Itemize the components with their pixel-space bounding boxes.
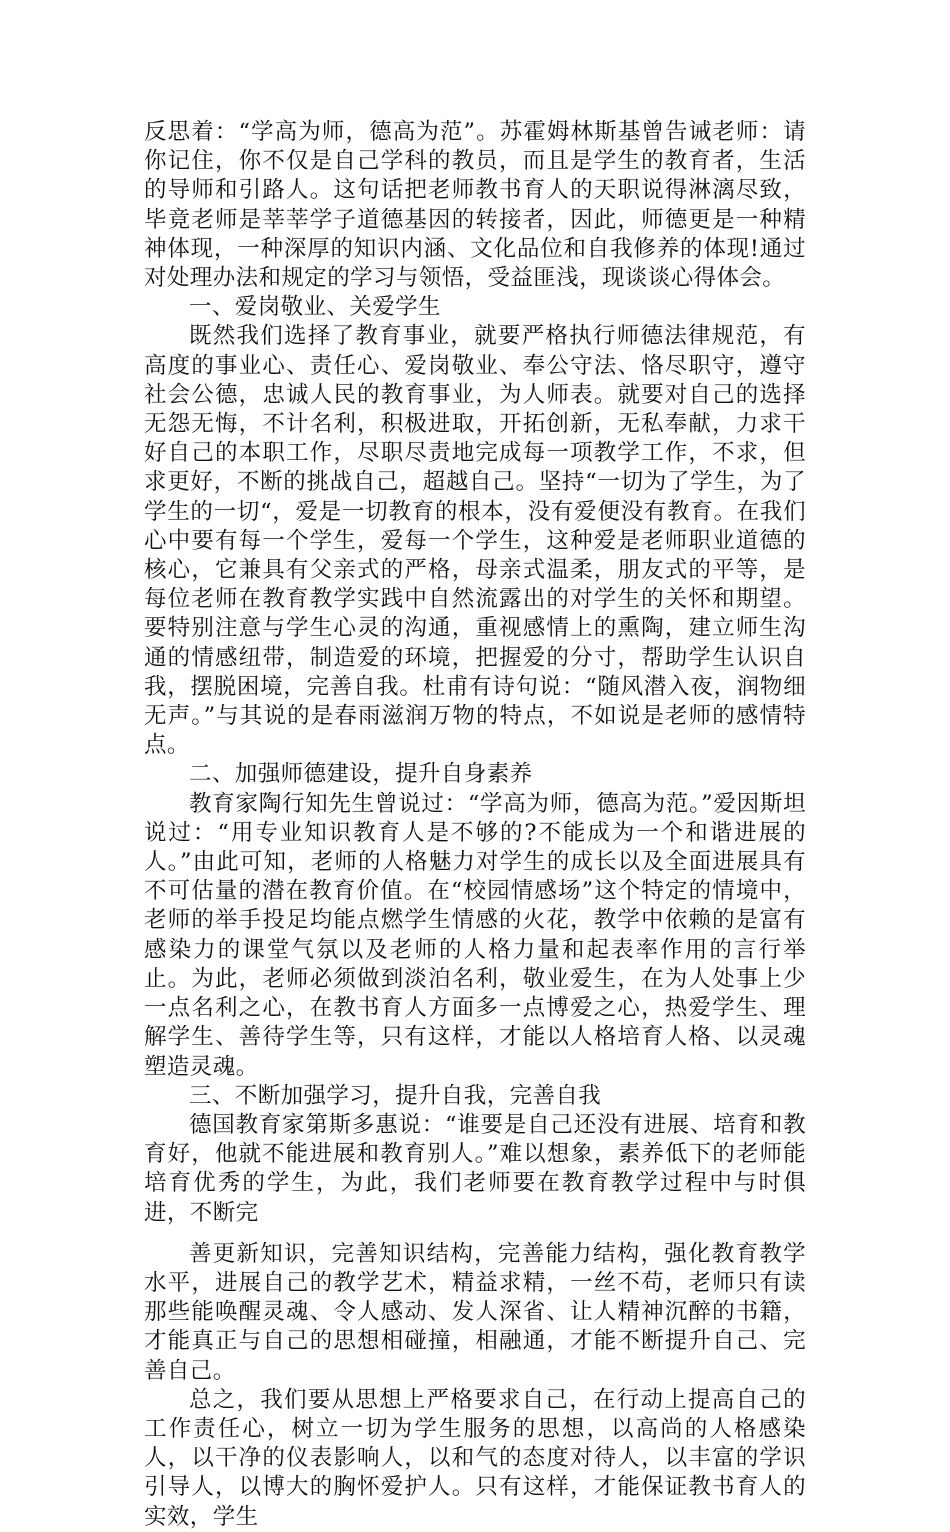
section-heading-1: 一、爱岗敬业、关爱学生 [189, 294, 441, 321]
paragraph-section-1: 既然我们选择了教育事业，就要严格执行师德法律规范，有高度的事业心、责任心、爱岗敬业、奉公守法、恪尽职守，遵守社会公德，忠诚人民的教育事业，为人师表。就要对自己的选择无怨无悔，不计名利，积极进取，开拓创新，无私奉献，力求干好自己的本职工作，尽职尽责地完成每一项教学工作，不求，但求更好，不断的挑战自己，超越自己。坚持“一切为了学生，为了学生的一切“，爱是一切教育的根本，没有爱便没有教育。在我们心中要有每一个学生，爱每一个学生，这种爱是老师职业道德的核心，它兼具有父亲式的严格，母亲式温柔，朋友式的平等，是每位老师在教育教学实践中自然流露出的对学生的关怀和期望。要特别注意与学生心灵的沟通，重视感情上的熏陶，建立师生沟通的情感纽带，制造爱的环境，把握爱的分寸，帮助学生认识自我，摆脱困境，完善自我。杜甫有诗句说：“随风潜入夜，润物细无声。”与其说的是春雨滋润万物的特点，不如说是老师的感情特点。 [144, 323, 806, 759]
section-heading-2: 二、加强师德建设，提升自身素养 [189, 761, 533, 788]
document-body [144, 118, 806, 1532]
paragraph-section-3-part-2: 善更新知识，完善知识结构，完善能力结构，强化教育教学水平，进展自己的教学艺术，精益求精，一丝不苟，老师只有读那些能唤醒灵魂、令人感动、发人深省、让人精神沉醉的书籍，才能真正与自己的思想相碰撞，相融通，才能不断提升自己、完善自己。 [144, 1240, 806, 1384]
paragraph-gap [144, 1228, 806, 1240]
paragraph-section-2: 教育家陶行知先生曾说过：“学高为师，德高为范。”爱因斯坦说过：“用专业知识教育人是不够的?不能成为一个和谐进展的人。”由此可知，老师的人格魅力对学生的成长以及全面进展具有不可估量的潜在教育价值。在“校园情感场”这个特定的情境中，老师的举手投足均能点燃学生情感的火花，教学中依赖的是富有感染力的课堂气氛以及老师的人格力量和起表率作用的言行举止。为此，老师必须做到淡泊名利，敬业爱生，在为人处事上少一点名利之心，在教书育人方面多一点博爱之心，热爱学生、理解学生、善待学生等，只有这样，才能以人格培育人格、以灵魂塑造灵魂。 [144, 790, 806, 1080]
paragraph-section-3-part-1: 德国教育家第斯多惠说：“谁要是自己还没有进展、培育和教育好，他就不能进展和教育别人。”难以想象，素养低下的老师能培育优秀的学生，为此，我们老师要在教育教学过程中与时俱进，不断完 [144, 1111, 806, 1226]
section-heading-3: 三、不断加强学习，提升自我，完善自我 [189, 1082, 602, 1109]
paragraph-intro: 反思着：“学高为师，德高为范”。苏霍姆林斯基曾告诫老师：请你记住，你不仅是自己学科的教员，而且是学生的教育者，生活的导师和引路人。这句话把老师教书育人的天职说得淋漓尽致，毕竟老师是莘莘学子道德基因的转接者，因此，师德更是一种精神体现，一种深厚的知识内涵、文化品位和自我修养的体现!通过对处理办法和规定的学习与领悟，受益匪浅，现谈谈心得体会。 [144, 119, 806, 292]
paragraph-conclusion: 总之，我们要从思想上严格要求自己，在行动上提高自己的工作责任心，树立一切为学生服务的思想，以高尚的人格感染人，以干净的仪表影响人，以和气的态度对待人，以丰富的学识引导人，以博大的胸怀爱护人。只有这样，才能保证教书育人的实效，学生 [144, 1386, 806, 1530]
